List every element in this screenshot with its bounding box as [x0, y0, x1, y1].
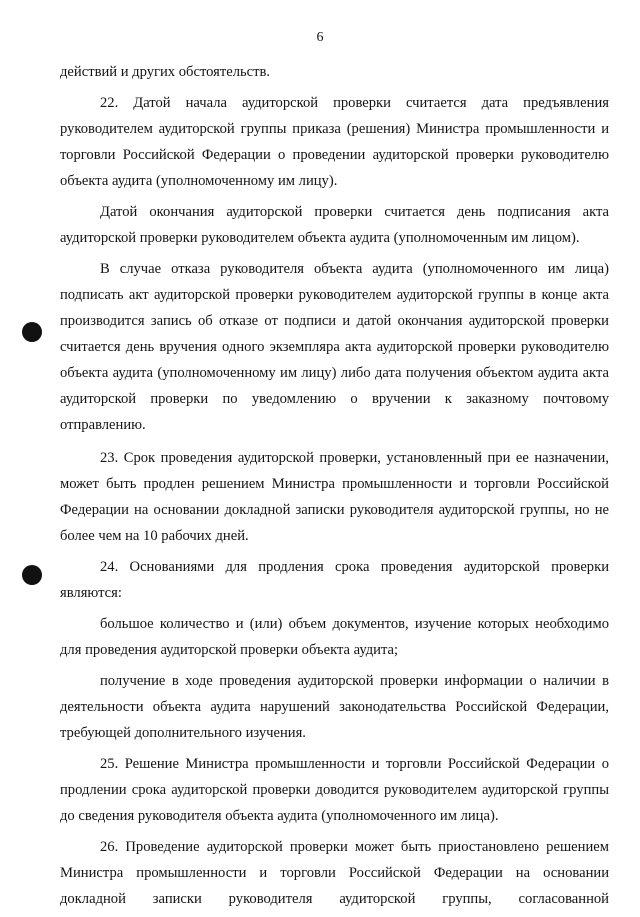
paragraph-clause-26: 26. Проведение аудиторской проверки может быть приостановлено решением Министра промышленности и торговли Российской Федерации на основании докладной записки руководителя аудиторской группы, согласованной [60, 839, 609, 907]
paragraph-continuation: действий и других обстоятельств. [60, 64, 271, 80]
paragraph-refusal: В случае отказа руководителя объекта аудита (уполномоченного им лица) подписать акт аудиторской проверки руководителем аудиторской группы в конце акта производится запись об отказе от подписи и датой окончания аудиторской проверки считается день вручения одного экземпляра акта аудиторской проверки руководителю объекта аудита (уполномоченному им лицу) либо дата получения объектом аудита акта аудиторской проверки по уведомлению о вручении к заказному почтовому отправлению. [60, 261, 609, 433]
paragraph-clause-25: 25. Решение Министра промышленности и торговли Российской Федерации о продлении срока аудиторской проверки доводится руководителем аудиторской группы до сведения руководителя объекта аудита (уполномоченного им лица). [60, 756, 609, 824]
paragraph-clause-24: 24. Основаниями для продления срока проведения аудиторской проверки являются: [60, 559, 609, 601]
punch-hole-mark [22, 565, 42, 585]
punch-hole-mark [22, 322, 42, 342]
paragraph-reason-volume: большое количество и (или) объем документов, изучение которых необходимо для проведения аудиторской проверки объекта аудита; [60, 616, 609, 658]
paragraph-end-date: Датой окончания аудиторской проверки считается день подписания акта аудиторской проверки руководителем объекта аудита (уполномоченным им лицом). [60, 204, 609, 246]
paragraph-clause-22: 22. Датой начала аудиторской проверки считается дата предъявления руководителем аудиторской группы приказа (решения) Министра промышленности и торговли Российской Федерации о проведении аудиторской проверки руководителю объекта аудита (уполномоченному им лицу). [60, 95, 609, 189]
paragraph-clause-23: 23. Срок проведения аудиторской проверки, установленный при ее назначении, может быть продлен решением Министра промышленности и торговли Российской Федерации на основании докладной записки руководителя аудиторской группы, но не более чем на 10 рабочих дней. [60, 450, 609, 544]
page-number: 6 [316, 30, 324, 45]
paragraph-reason-violations: получение в ходе проведения аудиторской проверки информации о наличии в деятельности объекта аудита нарушений законодательства Российской Федерации, требующей дополнительного изучения. [60, 673, 609, 741]
document-body [60, 59, 609, 917]
